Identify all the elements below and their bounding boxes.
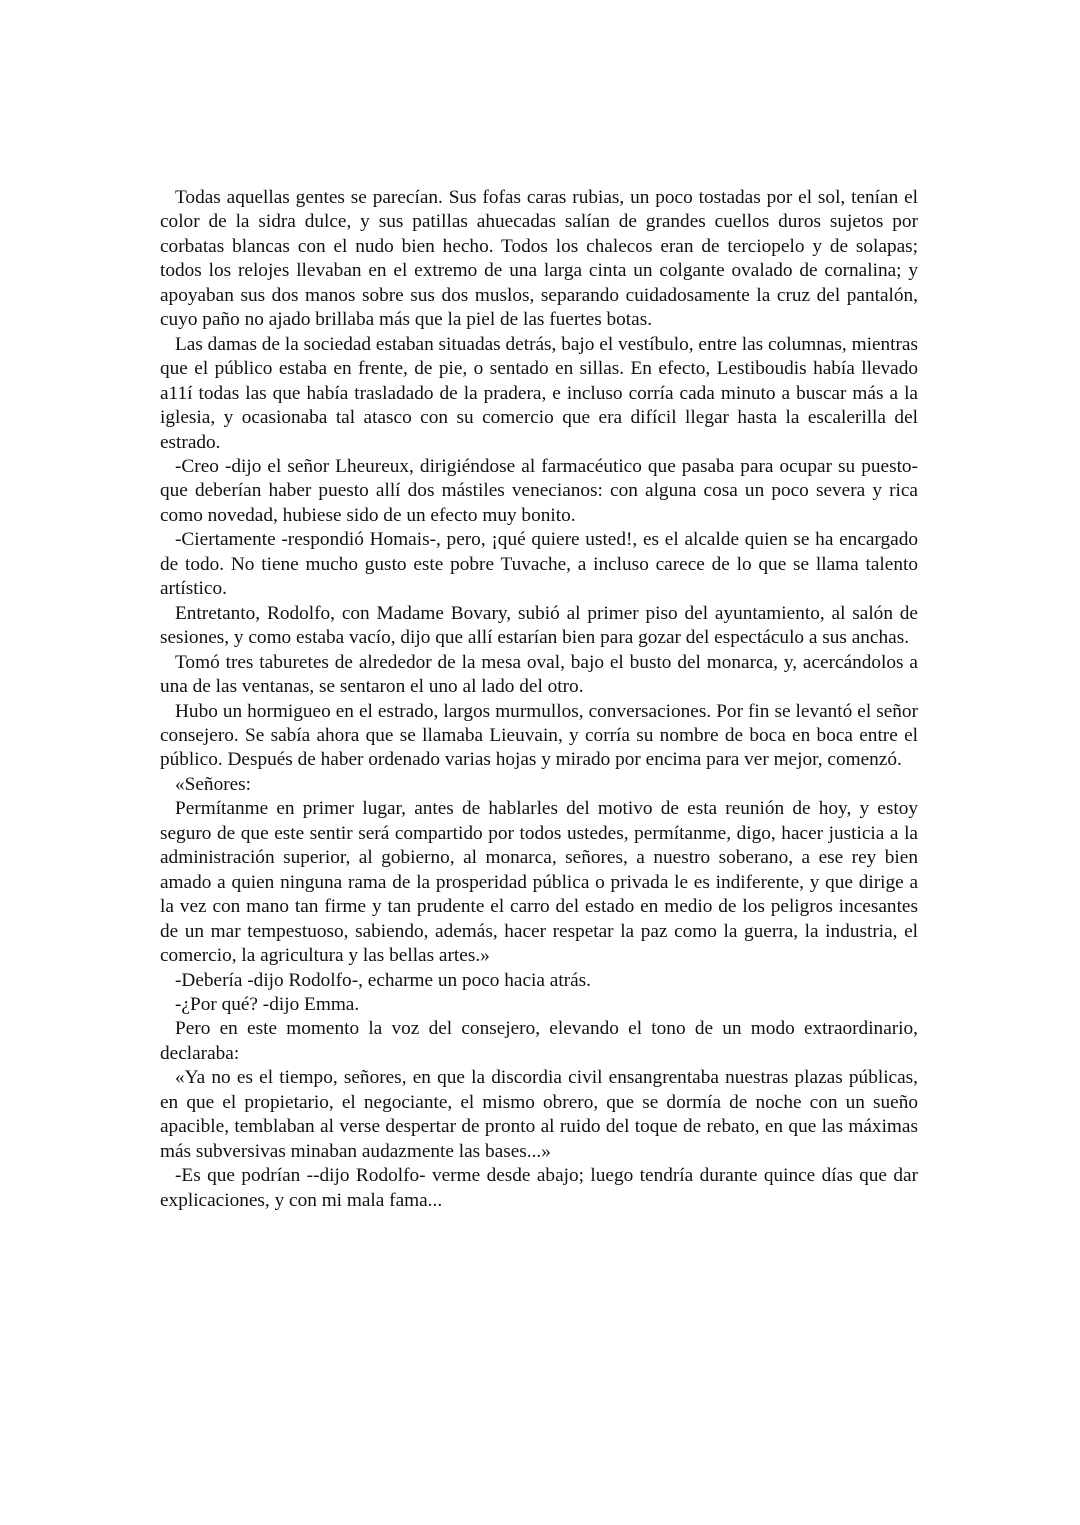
- paragraph-4: -Ciertamente -respondió Homais-, pero, ¡qué quiere usted!, es el alcalde quien se ha encargado de todo. No tiene mucho gusto este pobre Tuvache, a incluso carece de lo que se llama talento artístico.: [160, 529, 918, 600]
- paragraph-12: Pero en este momento la voz del consejero, elevando el tono de un modo extraordinario, declaraba:: [160, 1018, 918, 1064]
- paragraph-1: Todas aquellas gentes se parecían. Sus fofas caras rubias, un poco tostadas por el sol, tenían el color de la sidra dulce, y sus patillas ahuecadas salían de grandes cuellos duros sujetos por corbatas blancas con el nudo bien hecho. Todos los chalecos eran de terciopelo y de solapas; todos los relojes llevaban en el extremo de una larga cinta un colgante ovalado de cornalina; y apoyaban sus dos manos sobre sus dos muslos, separando cuidadosamente la cruz del pantalón, cuyo paño no ajado brillaba más que la piel de las fuertes botas.: [160, 187, 918, 331]
- document-page: [160, 186, 918, 1213]
- paragraph-8: «Señores:: [175, 773, 252, 795]
- paragraph-7: Hubo un hormigueo en el estrado, largos murmullos, conversaciones. Por fin se levantó el señor consejero. Se sabía ahora que se llamaba Lieuvain, y corría su nombre de boca en boca entre el público. Después de haber ordenado varias hojas y mirado por encima para ver mejor, comenzó.: [160, 700, 918, 771]
- paragraph-13: «Ya no es el tiempo, señores, en que la discordia civil ensangrentaba nuestras plazas públicas, en que el propietario, el negociante, el mismo obrero, que se dormía de noche con un sueño apacible, temblaban al verse despertar de pronto al ruido del toque de rebato, en que las máximas más subversivas minaban audazmente las bases...»: [160, 1067, 918, 1162]
- paragraph-2: Las damas de la sociedad estaban situadas detrás, bajo el vestíbulo, entre las columnas, mientras que el público estaba en frente, de pie, o sentado en sillas. En efecto, Lestiboudis había llevado a11í todas las que había trasladado de la pradera, e incluso corría cada minuto a buscar más a la iglesia, y ocasionaba tal atasco con su comercio que era difícil llegar hasta la escalerilla del estrado.: [160, 333, 918, 453]
- paragraph-11: -¿Por qué? -dijo Emma.: [175, 993, 360, 1015]
- paragraph-9: Permítanme en primer lugar, antes de hablarles del motivo de esta reunión de hoy, y estoy seguro de que este sentir será compartido por todos ustedes, permítanme, digo, hacer justicia a la administración superior, al gobierno, al monarca, señores, a nuestro soberano, a ese rey bien amado a quien ninguna rama de la prosperidad pública o privada le es indiferente, y que dirige a la vez con mano tan firme y tan prudente el carro del estado en medio de los peligros incesantes de un mar tempestuoso, sabiendo, además, hacer respetar la paz como la guerra, la industria, el comercio, la agricultura y las bellas artes.»: [160, 798, 918, 967]
- paragraph-6: Tomó tres taburetes de alrededor de la mesa oval, bajo el busto del monarca, y, acercándolos a una de las ventanas, se sentaron el uno al lado del otro.: [160, 651, 918, 698]
- paragraph-5: Entretanto, Rodolfo, con Madame Bovary, subió al primer piso del ayuntamiento, al salón de sesiones, y como estaba vacío, dijo que allí estarían bien para gozar del espectáculo a sus anchas.: [160, 602, 918, 649]
- paragraph-10: -Debería -dijo Rodolfo-, echarme un poco hacia atrás.: [175, 969, 591, 991]
- paragraph-3: -Creo -dijo el señor Lheureux, dirigiéndose al farmacéutico que pasaba para ocupar su puesto- que deberían haber puesto allí dos mástiles venecianos: con alguna cosa un poco severa y rica como novedad, hubiese sido de un efecto muy bonito.: [160, 455, 918, 526]
- paragraph-14: -Es que podrían --dijo Rodolfo- verme desde abajo; luego tendría durante quince días que dar explicaciones, y con mi mala fama...: [160, 1165, 918, 1211]
